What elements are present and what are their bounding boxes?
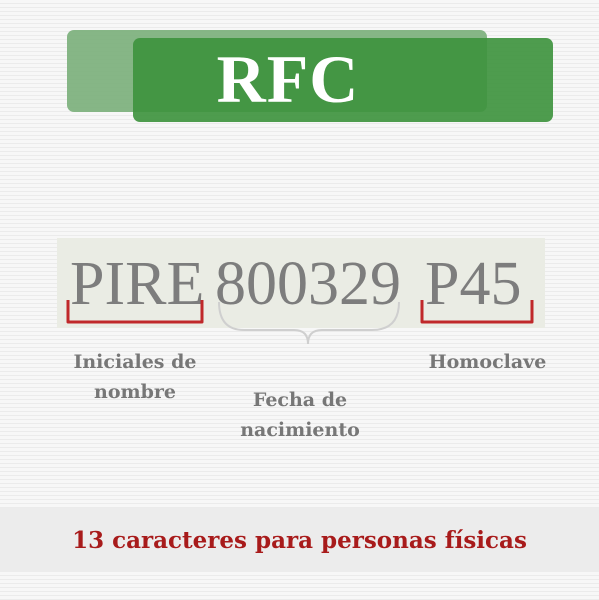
page-title: RFC	[216, 40, 360, 117]
initials-label: Iniciales de nombre	[73, 351, 197, 403]
rfc-homoclave-segment: P45	[425, 250, 522, 318]
homoclave-bracket-icon	[420, 300, 536, 326]
homoclave-label: Homoclave	[428, 351, 547, 373]
birthdate-brace-icon	[216, 300, 406, 350]
rfc-initials-segment: PIRE	[70, 250, 205, 318]
birthdate-label: Fecha de nacimiento	[240, 389, 360, 441]
rfc-birthdate-segment: 800329	[215, 250, 401, 318]
initials-bracket-icon	[66, 300, 206, 326]
footer-caption: 13 caracteres para personas físicas	[72, 526, 527, 554]
